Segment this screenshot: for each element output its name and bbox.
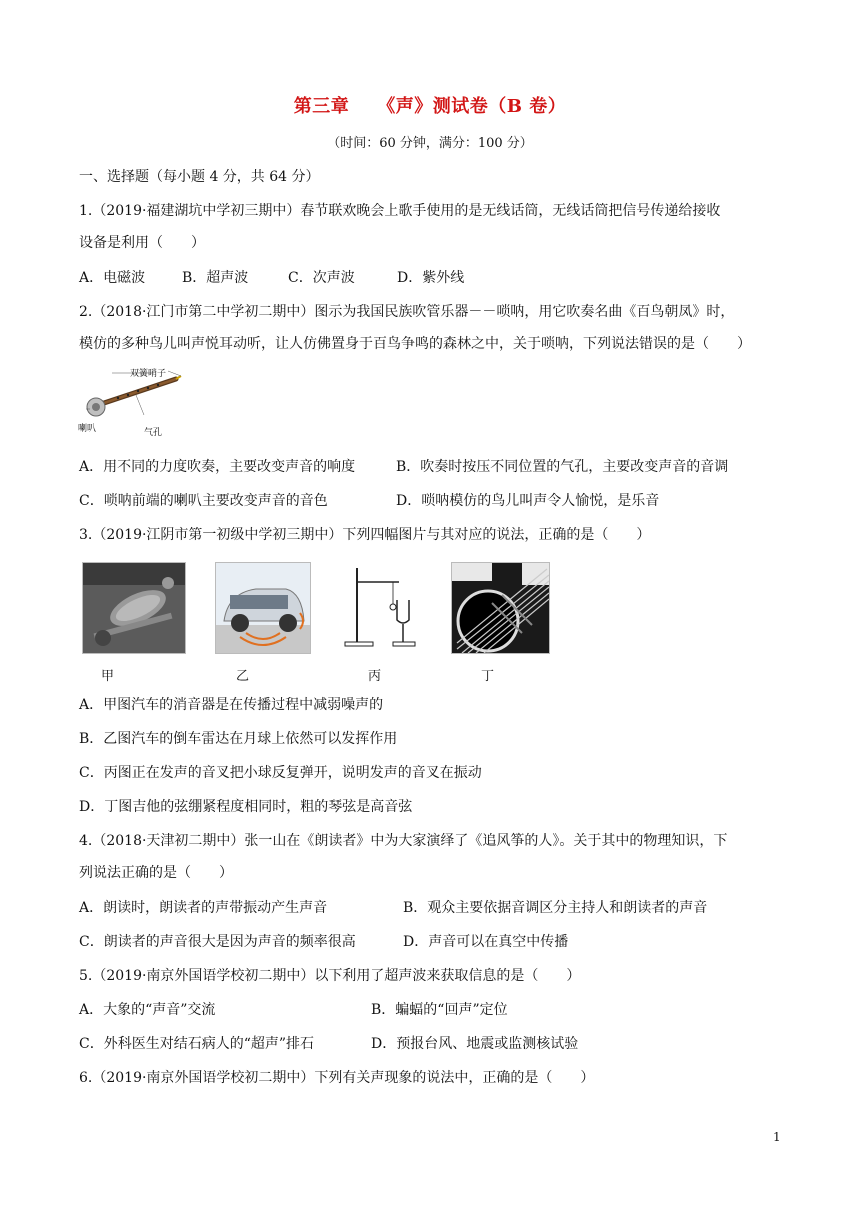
label-hole: 气孔 xyxy=(144,428,163,438)
page-number: 1 xyxy=(773,1130,781,1144)
figure-bing-tuning-fork xyxy=(343,564,423,652)
exam-info: （时间：60 分钟，满分：100 分） xyxy=(327,136,533,151)
suona-figure xyxy=(78,365,188,440)
question-2-text: 2.（2018·江门市第二中学初二期中）图示为我国民族吹管乐器－－唢呐，用它吹奏名曲《百鸟朝凤》时， xyxy=(79,304,735,320)
question-2-option-b: B．吹奏时按压不同位置的气孔，主要改变声音的音调 xyxy=(396,459,729,475)
label-reed: 双簧哨子 xyxy=(130,369,167,379)
caption-bing: 丙 xyxy=(368,669,382,684)
question-5-option-d: D．预报台风、地震或监测核试验 xyxy=(371,1036,579,1052)
page-title xyxy=(0,92,860,118)
title-name: 《声》测试卷（B 卷） xyxy=(377,96,567,117)
guitar-photo xyxy=(452,563,549,653)
question-2-option-c: C．唢呐前端的喇叭主要改变声音的音色 xyxy=(79,493,328,509)
question-4-option-d: D．声音可以在真空中传播 xyxy=(403,934,569,950)
question-4-option-b: B．观众主要依据音调区分主持人和朗读者的声音 xyxy=(403,900,708,916)
question-4-option-c: C．朗读者的声音很大是因为声音的频率很高 xyxy=(79,934,356,950)
question-3-option-b: B．乙图汽车的倒车雷达在月球上依然可以发挥作用 xyxy=(79,731,398,747)
question-1-text-cont: 设备是利用（ ） xyxy=(79,235,205,251)
question-5-text: 5.（2019·南京外国语学校初二期中）以下利用了超声波来获取信息的是（ ） xyxy=(79,968,581,984)
question-3-option-d: D．丁图吉他的弦绷紧程度相同时，粗的琴弦是高音弦 xyxy=(79,799,413,815)
question-5-option-c: C．外科医生对结石病人的“超声”排石 xyxy=(79,1036,315,1052)
question-1-option-b: B．超声波 xyxy=(182,270,249,286)
label-bell: 喇叭 xyxy=(78,424,97,434)
question-6-text: 6.（2019·南京外国语学校初二期中）下列有关声现象的说法中，正确的是（ ） xyxy=(79,1070,595,1086)
caption-yi: 乙 xyxy=(236,669,250,684)
question-5-option-b: B．蝙蝠的“回声”定位 xyxy=(371,1002,508,1018)
question-2-option-d: D．唢呐模仿的鸟儿叫声令人愉悦，是乐音 xyxy=(396,493,660,509)
question-4-option-a: A．朗读时，朗读者的声带振动产生声音 xyxy=(79,900,328,916)
question-1-text: 1.（2019·福建湖坑中学初三期中）春节联欢晚会上歌手使用的是无线话筒，无线话筒把信号传递给接收 xyxy=(79,203,721,219)
question-1-option-a: A．电磁波 xyxy=(79,270,146,286)
caption-jia: 甲 xyxy=(101,669,115,684)
question-2-text-cont: 模仿的多种鸟儿叫声悦耳动听，让人仿佛置身于百鸟争鸣的森林之中，关于唢呐，下列说法错误的是（ ） xyxy=(79,336,751,352)
car-radar-photo xyxy=(216,563,310,653)
question-4-text: 4.（2018·天津初二期中）张一山在《朗读者》中为大家演绎了《追风筝的人》。关于其中的物理知识，下 xyxy=(79,833,728,849)
section-heading: 一、选择题（每小题 4 分，共 64 分） xyxy=(79,169,320,185)
figure-jia-muffler xyxy=(82,562,186,654)
question-1-option-d: D．紫外线 xyxy=(397,270,465,286)
question-3-option-c: C．丙图正在发声的音叉把小球反复弹开，说明发声的音叉在振动 xyxy=(79,765,482,781)
question-2-option-a: A．用不同的力度吹奏，主要改变声音的响度 xyxy=(79,459,356,475)
caption-ding: 丁 xyxy=(481,669,495,684)
question-4-text-cont: 列说法正确的是（ ） xyxy=(79,865,233,881)
muffler-photo xyxy=(83,563,185,653)
question-5-option-a: A．大象的“声音”交流 xyxy=(79,1002,216,1018)
question-1-option-c: C．次声波 xyxy=(288,270,355,286)
figure-yi-car-radar xyxy=(215,562,311,654)
question-3-text: 3.（2019·江阴市第一初级中学初三期中）下列四幅图片与其对应的说法，正确的是（ ） xyxy=(79,527,651,543)
figure-ding-guitar xyxy=(451,562,550,654)
title-chapter: 第三章 xyxy=(293,96,350,117)
tuning-fork-drawing xyxy=(343,564,423,652)
question-3-option-a: A．甲图汽车的消音器是在传播过程中减弱噪声的 xyxy=(79,697,384,713)
